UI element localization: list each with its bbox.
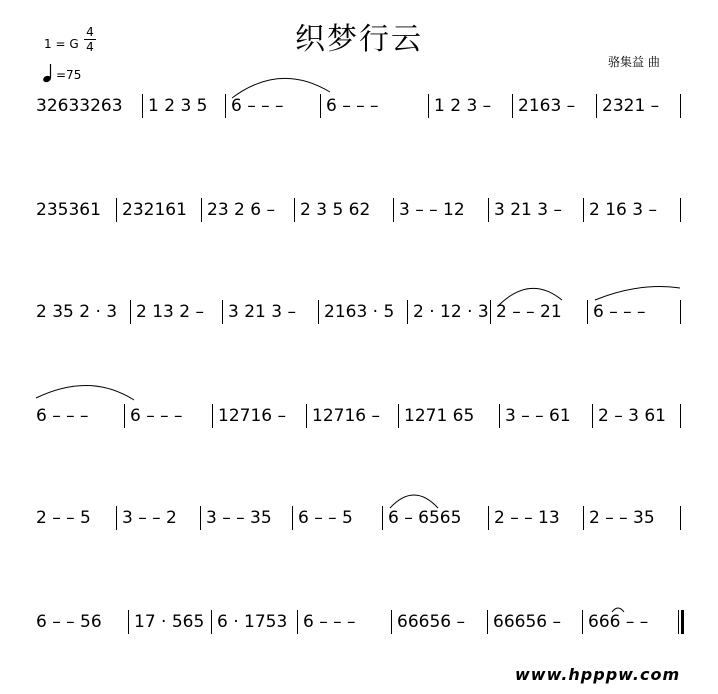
time-signature-bottom: 4: [86, 40, 94, 54]
measure: 3 – – 2: [122, 508, 177, 528]
measure: 17 · 565: [134, 612, 205, 632]
barline: [306, 404, 307, 428]
barline: [318, 300, 319, 324]
measure: 6 – – 56: [36, 612, 102, 632]
measure: 3 – – 12: [399, 200, 465, 220]
barline: [487, 610, 488, 634]
barline: [200, 506, 201, 530]
tempo-value: =75: [56, 68, 82, 82]
measure: 66656 –: [397, 612, 465, 632]
barline: [124, 404, 125, 428]
measure: 2 3 5 62: [300, 200, 371, 220]
barline: [592, 404, 593, 428]
measure: 12716 –: [312, 406, 380, 426]
measure: 6 – – –: [326, 96, 379, 116]
barline: [587, 300, 588, 324]
measure: 6 – – –: [130, 406, 183, 426]
barline: [398, 404, 399, 428]
measure: 2 – – 21: [496, 302, 562, 322]
measure: 232161: [122, 200, 187, 220]
barline: [680, 94, 681, 118]
site-watermark: www.hpppw.com: [515, 665, 681, 684]
barline: [225, 94, 226, 118]
measure: 2163 · 5: [324, 302, 395, 322]
measure: 6 – 6565: [388, 508, 462, 528]
barline: [382, 506, 383, 530]
measure: 6 – – 5: [298, 508, 353, 528]
song-title: 织梦行云: [295, 22, 423, 57]
barline: [680, 404, 681, 428]
barline: [488, 198, 489, 222]
barline: [512, 94, 513, 118]
barline: [596, 94, 597, 118]
measure: 2 35 2 · 3: [36, 302, 118, 322]
measure: 666 – –: [588, 612, 649, 632]
measure: 235361: [36, 200, 101, 220]
measure: 1 2 3 –: [434, 96, 492, 116]
barline: [212, 404, 213, 428]
time-signature-top: 4: [84, 25, 96, 40]
barline: [391, 610, 392, 634]
barline: [292, 506, 293, 530]
final-barline: [678, 610, 684, 634]
barline: [294, 198, 295, 222]
measure: 1 2 3 5: [148, 96, 208, 116]
measure: 2 13 2 –: [136, 302, 204, 322]
measure: 6 – – –: [593, 302, 646, 322]
barline: [407, 300, 408, 324]
measure: 3 21 3 –: [494, 200, 562, 220]
measure: 12716 –: [218, 406, 286, 426]
barline: [490, 300, 491, 324]
barline: [680, 506, 681, 530]
measure: 2 · 12 · 3: [413, 302, 489, 322]
barline: [128, 610, 129, 634]
barline: [130, 300, 131, 324]
barline: [393, 198, 394, 222]
measure: 3 – – 35: [206, 508, 272, 528]
slur: [390, 495, 438, 508]
measure: 32633263: [36, 96, 123, 116]
barline: [488, 506, 489, 530]
measure: 2163 –: [518, 96, 576, 116]
barline: [583, 506, 584, 530]
measure: 6 – – –: [231, 96, 284, 116]
measure: 2 16 3 –: [589, 200, 657, 220]
barline: [583, 198, 584, 222]
barline: [428, 94, 429, 118]
measure: 2321 –: [602, 96, 660, 116]
measure: 2 – – 13: [494, 508, 560, 528]
measure: 1271 65: [404, 406, 475, 426]
measure: 6 – – –: [303, 612, 356, 632]
barline: [582, 610, 583, 634]
measure: 23 2 6 –: [207, 200, 275, 220]
barline: [222, 300, 223, 324]
measure: 2 – – 35: [589, 508, 655, 528]
barline: [680, 198, 681, 222]
measure: 6 – – –: [36, 406, 89, 426]
barline: [201, 198, 202, 222]
measure: 6 · 1753: [217, 612, 288, 632]
slur: [36, 385, 134, 400]
barline: [297, 610, 298, 634]
barline: [211, 610, 212, 634]
slur: [595, 287, 680, 301]
barline: [320, 94, 321, 118]
barline: [116, 506, 117, 530]
barline: [116, 198, 117, 222]
barline: [680, 300, 681, 324]
key-signature: 1 = G: [44, 37, 79, 51]
measure: 3 21 3 –: [228, 302, 296, 322]
measure: 3 – – 61: [505, 406, 571, 426]
barline: [142, 94, 143, 118]
composer-credit: 骆集益 曲: [608, 55, 660, 69]
measure: 66656 –: [493, 612, 561, 632]
measure: 2 – 3 61: [598, 406, 666, 426]
measure: 2 – – 5: [36, 508, 91, 528]
barline: [499, 404, 500, 428]
